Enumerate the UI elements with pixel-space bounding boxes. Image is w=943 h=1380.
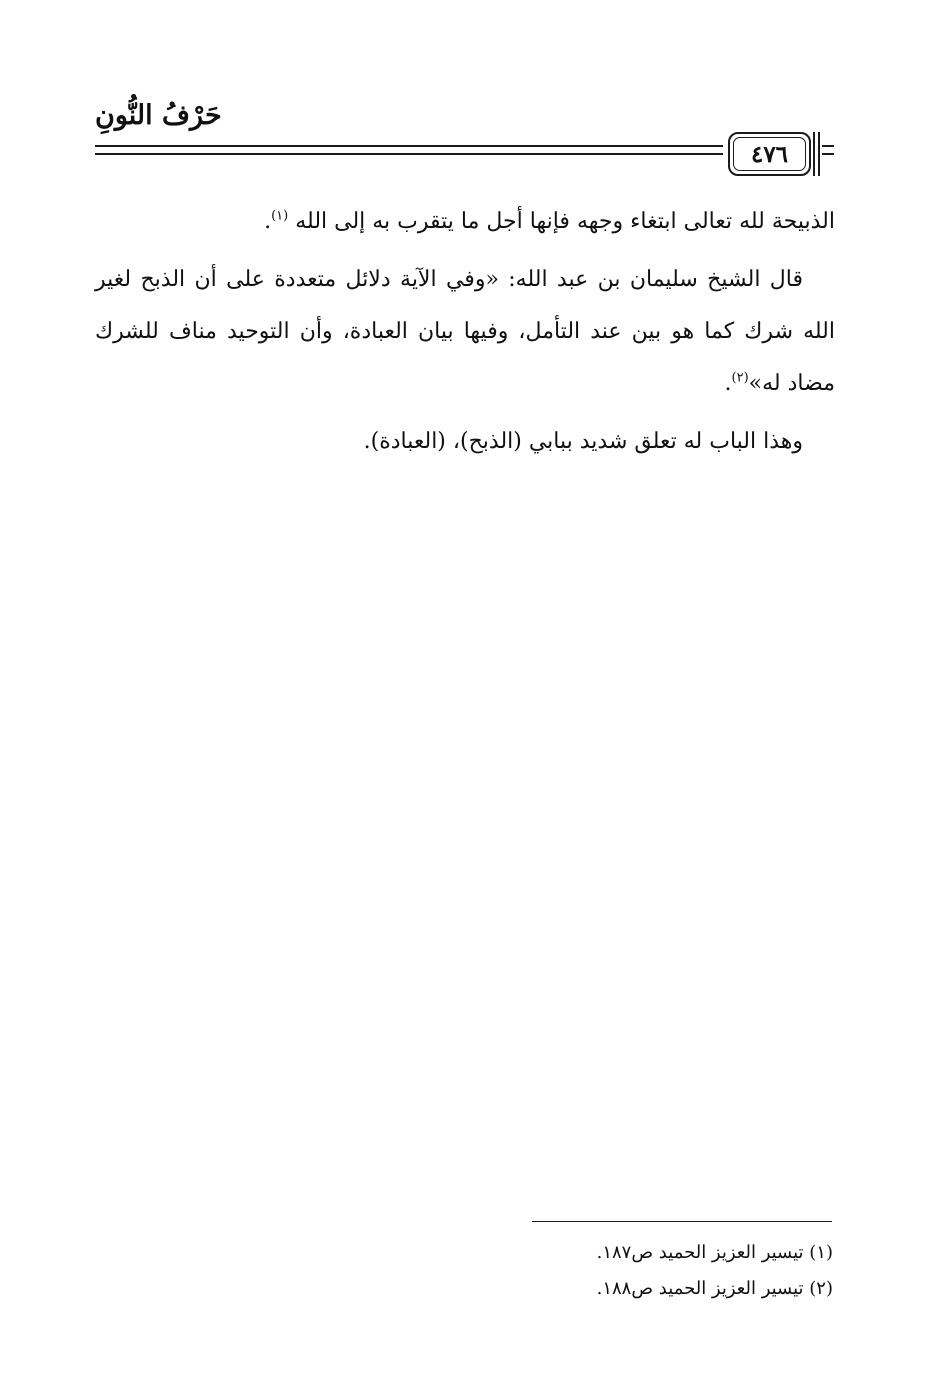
footnote-separator <box>532 1221 832 1222</box>
page-number-ornament <box>813 132 820 176</box>
chapter-title: حَرْفُ النُّونِ <box>95 100 222 131</box>
paragraph-2-text: قال الشيخ سليمان بن عبد الله: «وفي الآية دلائل متعددة على أن الذبح لغير الله شرك كما هو بين عند التأمل، وفيها بيان العبادة، وأن التوحيد مناف للشرك مضاد له» <box>95 267 835 396</box>
page-number: ٤٧٦ <box>733 137 806 171</box>
paragraph-1-end: . <box>264 209 272 234</box>
header-double-rule <box>95 145 723 155</box>
body-text <box>95 196 835 474</box>
paragraph-3-text: وهذا الباب له تعلق شديد ببابي (الذبح)، (العبادة). <box>363 429 803 454</box>
paragraph-2-end: . <box>724 371 732 396</box>
footnotes <box>400 1235 833 1307</box>
paragraph-3 <box>95 416 835 468</box>
footnote-ref-1[interactable]: (١) <box>271 208 289 224</box>
paragraph-1-text: الذبيحة لله تعالى ابتغاء وجهه فإنها أجل ما يتقرب به إلى الله <box>295 209 835 234</box>
paragraph-1 <box>95 196 835 248</box>
page-number-frame <box>728 132 811 176</box>
footnote-2: (٢) تيسير العزيز الحميد ص١٨٨. <box>596 1278 833 1299</box>
paragraph-2 <box>95 254 835 410</box>
header-rule-end <box>822 145 834 155</box>
footnote-1: (١) تيسير العزيز الحميد ص١٨٧. <box>596 1242 833 1263</box>
footnote-ref-2[interactable]: (٢) <box>731 370 749 386</box>
